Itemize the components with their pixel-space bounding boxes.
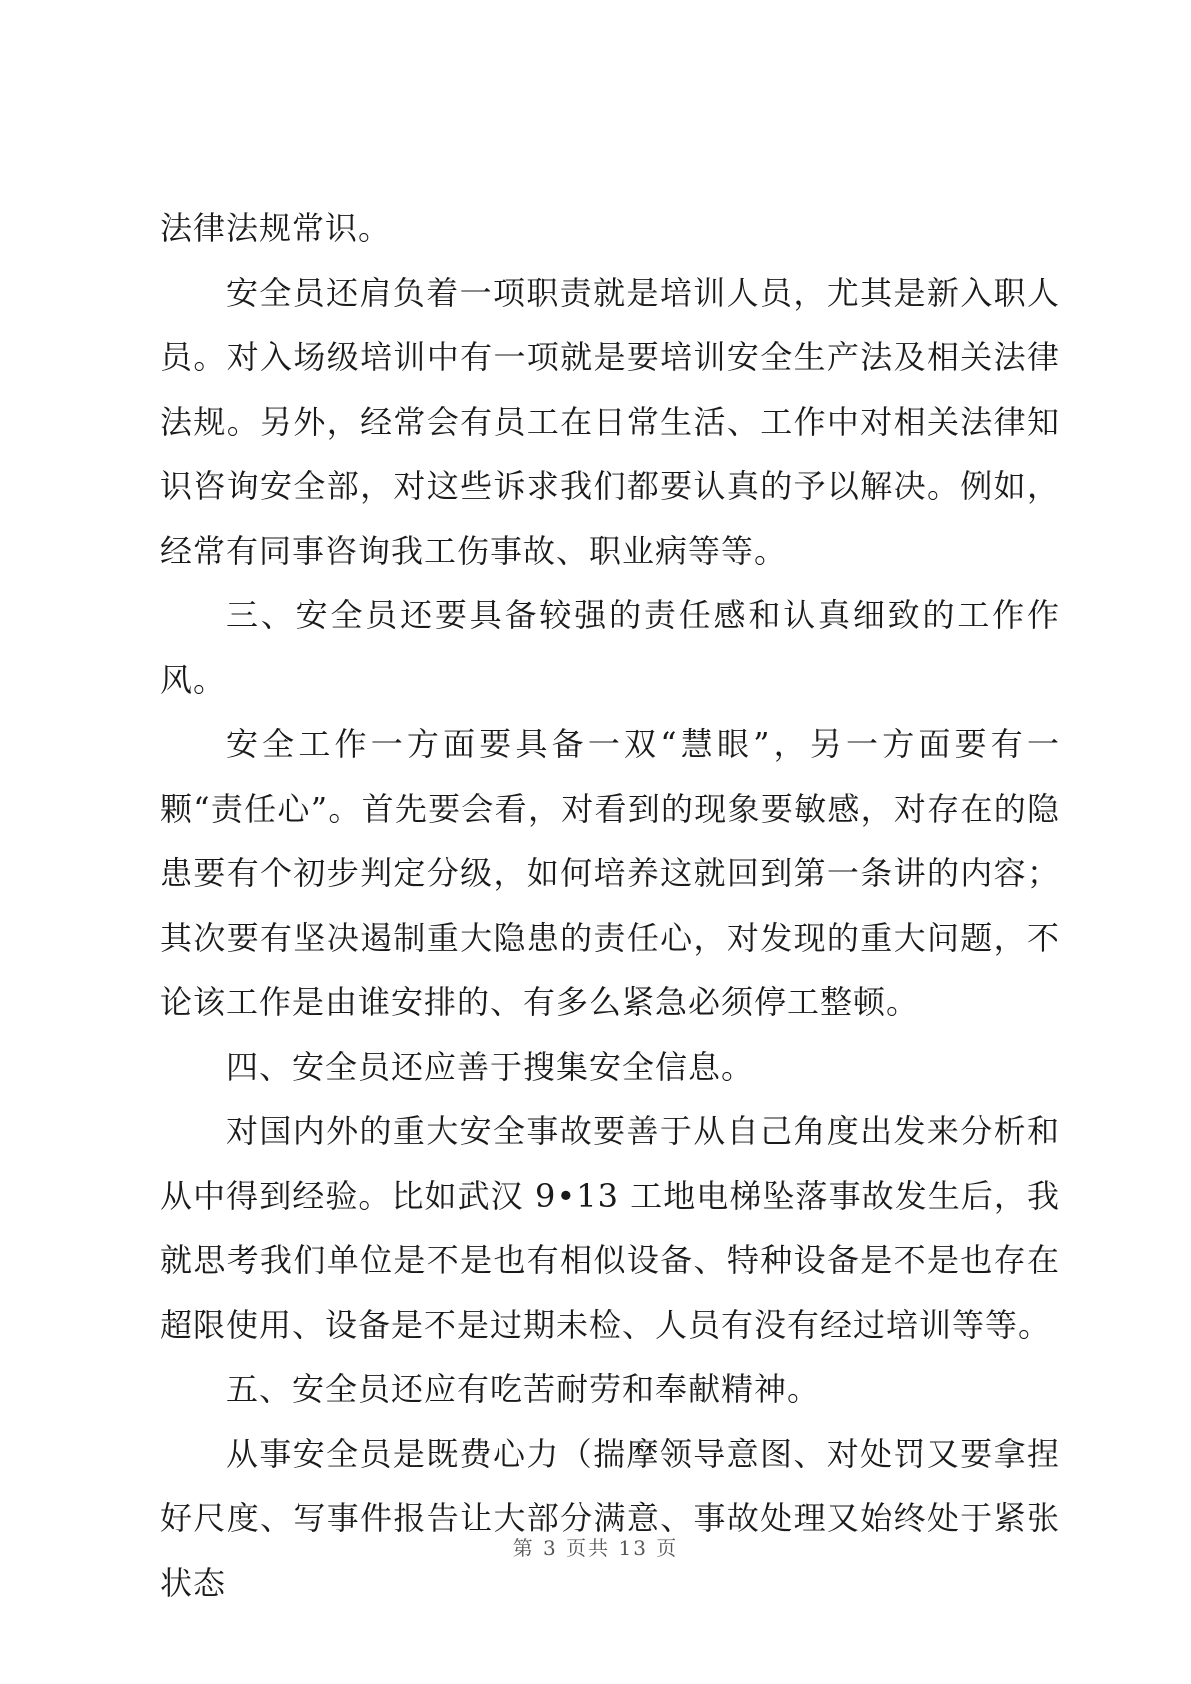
page-number-footer: 第 3 页共 13 页 [512,1536,679,1560]
paragraph-4: 安全工作一方面要具备一双“慧眼”，另一方面要有一颗“责任心”。首先要会看，对看到的现象要敏感，对存在的隐患要有个初步判定分级，如何培养这就回到第一条讲的内容；其次要有坚决遏制重大隐患的责任心，对发现的重大问题，不论该工作是由谁安排的、有多么紧急必须停工整顿。 [160,725,1060,1021]
section-heading-5: 五、安全员还应有吃苦耐劳和奉献精神。 [226,1370,821,1408]
paragraph-2: 安全员还肩负着一项职责就是培训人员，尤其是新入职人员。对入场级培训中有一项就是要培训安全生产法及相关法律法规。另外，经常会有员工在日常生活、工作中对相关法律知识咨询安全部，对这些诉求我们都要认真的予以解决。例如，经常有同事咨询我工伤事故、职业病等等。 [160,273,1060,570]
section-heading-3: 三、安全员还要具备较强的责任感和认真细致的工作作风。 [160,596,1060,699]
paragraph-6: 对国内外的重大安全事故要善于从自己角度出发来分析和从中得到经验。比如武汉 9•13 工地电梯坠落事故发生后，我就思考我们单位是不是也有相似设备、特种设备是不是也存在超限使用、设备是不是过期未检、人员有没有经过培训等等。 [160,1112,1060,1344]
section-heading-4: 四、安全员还应善于搜集安全信息。 [226,1047,755,1086]
document-body [160,196,1060,1615]
paragraph-8: 从事安全员是既费心力（揣摩领导意图、对处罚又要拿捏好尺度、写事件报告让大部分满意、事故处理又始终处于紧张状态 [160,1434,1060,1602]
paragraph-1: 法律法规常识。 [160,209,392,247]
